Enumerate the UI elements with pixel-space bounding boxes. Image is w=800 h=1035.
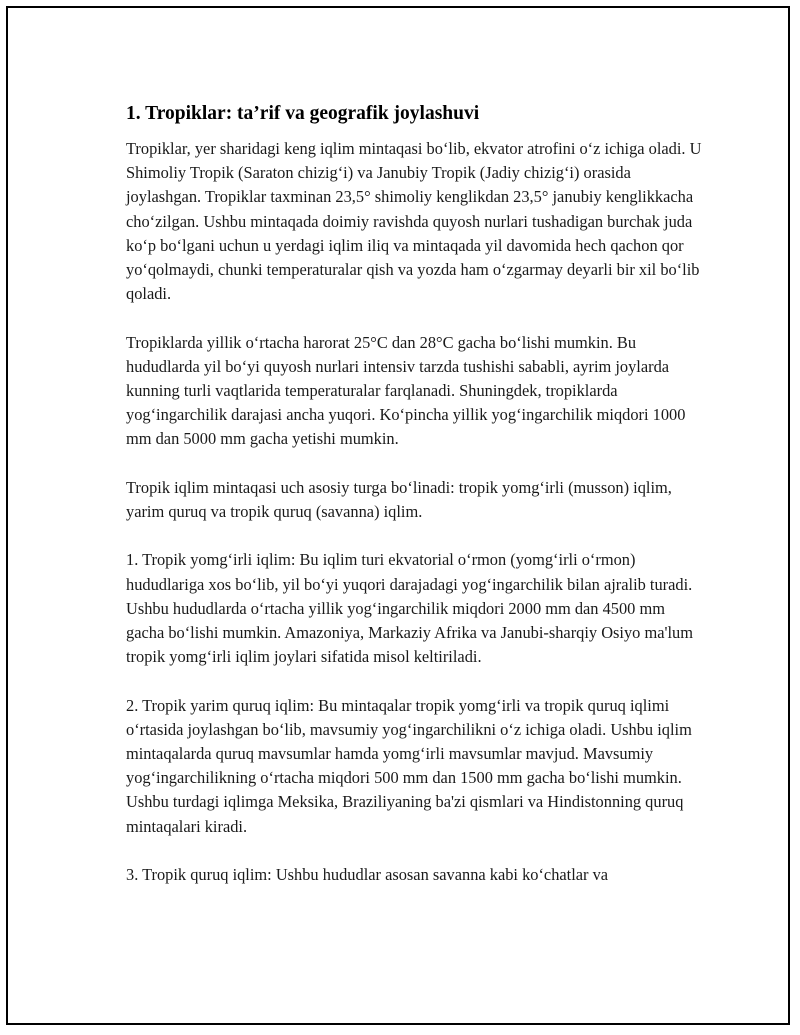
section-heading: 1. Tropiklar: ta’rif va geografik joylashuvi	[126, 103, 480, 124]
paragraph-types-intro: Tropik iqlim mintaqasi uch asosiy turga bo‘linadi: tropik yomg‘irli (musson) iqlim, yarim quruq va tropik quruq (savanna) iqlim.	[126, 477, 672, 522]
paragraph-definition: Tropiklar, yer sharidagi keng iqlim mintaqasi bo‘lib, ekvator atrofini o‘z ichiga oladi. U Shimoliy Tropik (Saraton chizig‘i) va Janubiy Tropik (Jadiy chizig‘i) orasida joylashgan. Tropiklar taxminan 23,5° shimoliy kenglikdan 23,5° janubiy kenglikkacha cho‘zilgan. Ushbu mintaqada doimiy ravishda quyosh nurlari tushadigan burchak juda ko‘p bo‘lgani uchun u yerdagi iqlim iliq va mintaqada yil davomida hech qachon qor yo‘qolmaydi, chunki temperaturalar qish va yozda ham o‘zgarmay deyarli bir xil bo‘lib qoladi.	[126, 139, 702, 304]
paragraph-dry-climate: 3. Tropik quruq iqlim: Ushbu hududlar asosan savanna kabi ko‘chatlar va	[126, 865, 609, 885]
paragraph-rainy-climate: 1. Tropik yomg‘irli iqlim: Bu iqlim turi ekvatorial o‘rmon (yomg‘irli o‘rmon) hududlariga xos bo‘lib, yil bo‘yi yuqori darajadagi yog‘ingarchilik bilan ajralib turadi. Ushbu hududlarda o‘rtacha yillik yog‘ingarchilik miqdori 2000 mm dan 4500 mm gacha bo‘lishi mumkin. Amazoniya, Markaziy Afrika va Janubi-sharqiy Osiyo ma'lum tropik yomg‘irli iqlim joylari sifatida misol keltiriladi.	[126, 550, 693, 667]
document-body	[126, 101, 706, 911]
paragraph-semiarid-climate: 2. Tropik yarim quruq iqlim: Bu mintaqalar tropik yomg‘irli va tropik quruq iqlimi o‘rtasida joylashgan bo‘lib, mavsumiy yog‘ingarchilikni o‘z ichiga oladi. Ushbu iqlim mintaqalarda quruq mavsumlar hamda yomg‘irli mavsumlar mavjud. Mavsumiy yog‘ingarchilikning o‘rtacha miqdori 500 mm dan 1500 mm gacha bo‘lishi mumkin. Ushbu turdagi iqlimga Meksika, Braziliyaning ba'zi qismlari va Hindistonning quruq mintaqalari kiradi.	[126, 695, 692, 836]
paragraph-temperature: Tropiklarda yillik o‘rtacha harorat 25°C dan 28°C gacha bo‘lishi mumkin. Bu hududlarda yil bo‘yi quyosh nurlari intensiv tarzda tushishi sababli, ayrim joylarda kunning turli vaqtlarida temperaturalar farqlanadi. Shuningdek, tropiklarda yog‘ingarchilik darajasi ancha yuqori. Ko‘pincha yillik yog‘ingarchilik miqdori 1000 mm dan 5000 mm gacha yetishi mumkin.	[126, 332, 686, 449]
page-frame	[6, 6, 790, 1025]
